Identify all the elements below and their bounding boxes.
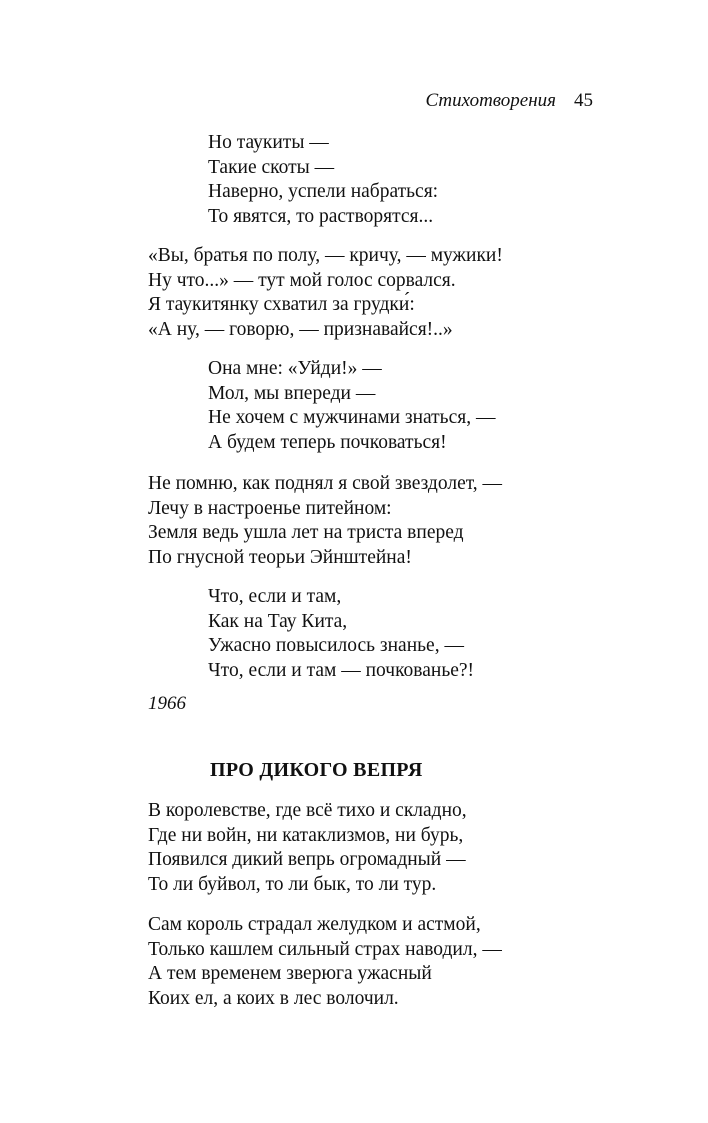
poem-date: 1966 [148,693,186,714]
poem-line: Что, если и там — почкованье?! [208,659,475,681]
poem-line: Ужасно повысилось знанье, — [208,635,464,657]
page-number: 45 [574,90,593,111]
poem-line: То явятся, то растворятся... [208,205,434,227]
poem1-stanza-4 [148,472,502,570]
poem-line: Не помню, как поднял я свой звездолет, — [148,473,503,494]
poem-line: А будем теперь почковаться! [208,431,447,453]
poem-line: А тем временем зверюга ужасный [148,963,432,985]
poem-line: Она мне: «Уйди!» — [208,358,382,379]
poem2-stanza-1 [148,799,467,897]
poem-line: Только кашлем сильный страх наводил, — [148,938,502,960]
section-title: Стихотворения [425,90,556,111]
poem-line: Ну что...» — тут мой голос сорвался. [148,269,456,291]
poem-line: В королевстве, где всё тихо и складно, [148,800,467,821]
poem-line: Но таукиты — [208,132,329,153]
poem-line: Появился дикий вепрь огромадный — [148,849,466,871]
poem-line: Такие скоты — [208,156,335,178]
poem-line: Я таукитянку схватил за грудки́: [148,294,415,316]
poem1-stanza-1 [208,131,438,229]
running-header [0,88,593,114]
poem-line: Сам король страдал желудком и астмой, [148,914,481,935]
poem1-stanza-2 [148,244,503,342]
poem-line: Лечу в настроенье питейном: [148,497,392,519]
poem-line: Как на Тау Кита, [208,610,348,632]
poem-line: Наверно, успели набраться: [208,181,439,203]
poem-line: Не хочем с мужчинами знаться, — [208,407,496,429]
poem2-stanza-2 [148,913,502,1011]
poem-line: «А ну, — говорю, — признавайся!..» [148,318,453,340]
poem-title: ПРО ДИКОГО ВЕПРЯ [210,759,423,781]
poem1-stanza-5 [208,585,474,683]
poem-line: По гнусной теорьи Эйнштейна! [148,546,412,568]
poem-line: То ли буйвол, то ли бык, то ли тур. [148,873,437,895]
poem-line: Что, если и там, [208,586,342,607]
poem1-stanza-3 [208,357,495,455]
poem-line: Мол, мы впереди — [208,382,376,404]
poem-line: «Вы, братья по полу, — кричу, — мужики! [148,245,503,266]
poem-line: Земля ведь ушла лет на триста вперед [148,522,464,544]
poem-line: Коих ел, а коих в лес волочил. [148,987,399,1009]
poem-line: Где ни войн, ни катаклизмов, ни бурь, [148,824,464,846]
